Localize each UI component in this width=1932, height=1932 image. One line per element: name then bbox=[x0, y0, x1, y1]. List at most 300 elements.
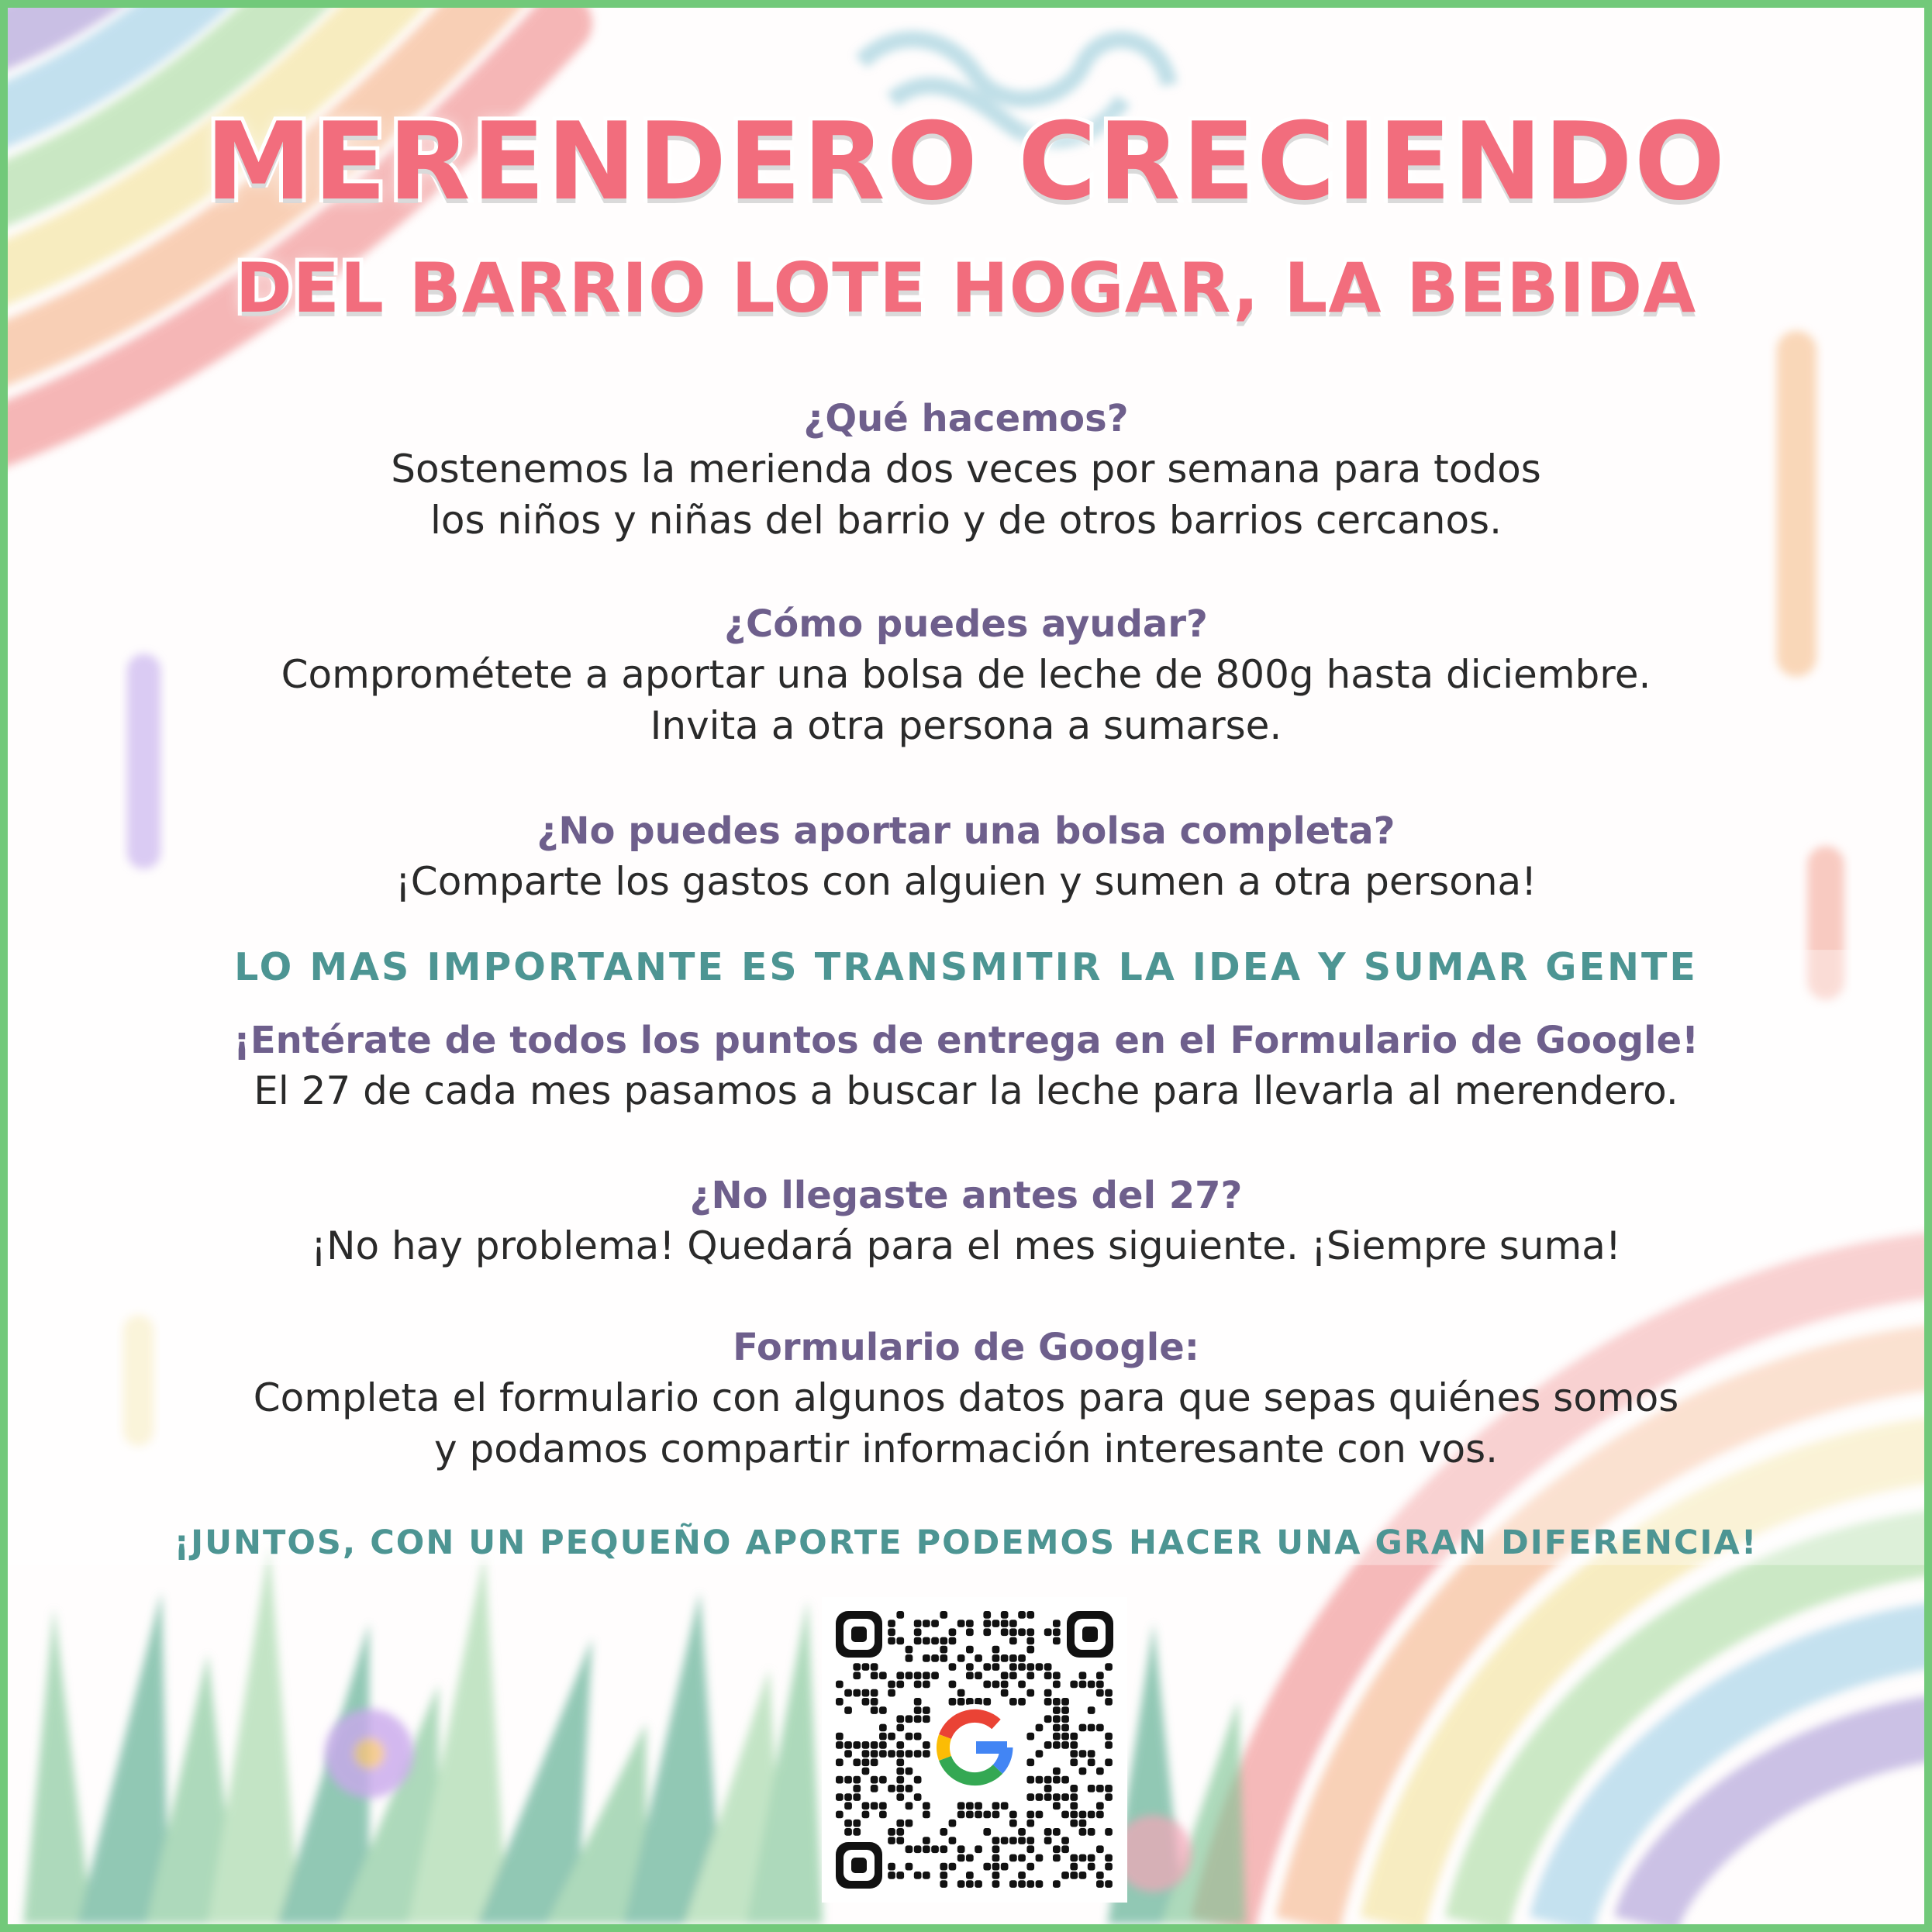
qr-module bbox=[896, 1724, 904, 1732]
qr-module bbox=[1036, 1854, 1044, 1862]
qr-module bbox=[896, 1793, 904, 1801]
qr-module bbox=[896, 1837, 904, 1844]
qr-module bbox=[1053, 1724, 1061, 1732]
qr-module bbox=[1053, 1802, 1061, 1810]
section-question: ¿Cómo puedes ayudar? bbox=[724, 602, 1208, 646]
section-question: ¿No puedes aportar una bolsa completa? bbox=[536, 809, 1396, 853]
qr-module bbox=[1079, 1672, 1087, 1679]
qr-module bbox=[1061, 1811, 1069, 1819]
qr-module bbox=[862, 1758, 870, 1766]
qr-module bbox=[1044, 1785, 1052, 1792]
qr-module bbox=[896, 1768, 904, 1775]
qr-finder-top-right bbox=[1067, 1611, 1113, 1658]
qr-module bbox=[853, 1758, 861, 1766]
qr-module bbox=[1053, 1628, 1061, 1636]
qr-module bbox=[1053, 1768, 1061, 1775]
qr-module bbox=[966, 1802, 974, 1810]
qr-module bbox=[923, 1681, 930, 1689]
qr-module bbox=[1061, 1845, 1069, 1853]
qr-module bbox=[871, 1750, 878, 1758]
qr-module bbox=[975, 1845, 982, 1853]
qr-module bbox=[1001, 1672, 1009, 1679]
qr-module bbox=[896, 1872, 904, 1879]
qr-module bbox=[1070, 1733, 1078, 1741]
qr-module bbox=[949, 1663, 957, 1671]
qr-module bbox=[983, 1863, 991, 1871]
qr-module bbox=[871, 1802, 878, 1810]
qr-module bbox=[1088, 1863, 1095, 1871]
qr-module bbox=[1053, 1741, 1061, 1749]
qr-module bbox=[896, 1758, 904, 1766]
qr-module bbox=[862, 1750, 870, 1758]
qr-module bbox=[1061, 1741, 1069, 1749]
qr-module bbox=[1001, 1611, 1009, 1619]
qr-module bbox=[844, 1793, 852, 1801]
qr-module bbox=[844, 1828, 852, 1836]
qr-module bbox=[1001, 1620, 1009, 1627]
qr-module bbox=[914, 1715, 922, 1723]
qr-module bbox=[853, 1672, 861, 1679]
qr-module bbox=[888, 1872, 895, 1879]
qr-module bbox=[1026, 1672, 1034, 1679]
qr-module bbox=[914, 1872, 922, 1879]
qr-module bbox=[862, 1802, 870, 1810]
qr-module bbox=[1026, 1689, 1034, 1697]
flower-purple bbox=[325, 1709, 414, 1798]
qr-module bbox=[844, 1820, 852, 1827]
qr-module bbox=[1096, 1681, 1104, 1689]
qr-module bbox=[906, 1715, 913, 1723]
qr-module bbox=[1044, 1663, 1052, 1671]
qr-module bbox=[1088, 1724, 1095, 1732]
qr-module bbox=[1026, 1733, 1034, 1741]
qr-module bbox=[906, 1845, 913, 1853]
qr-module bbox=[940, 1872, 947, 1879]
qr-module bbox=[1096, 1880, 1104, 1888]
qr-module bbox=[1070, 1741, 1078, 1749]
qr-module bbox=[1088, 1681, 1095, 1689]
qr-module bbox=[1044, 1741, 1052, 1749]
qr-module bbox=[983, 1620, 991, 1627]
qr-module bbox=[1079, 1724, 1087, 1732]
closing-banner: ¡JUNTOS, CON UN PEQUEÑO APORTE PODEMOS HACER UNA GRAN DIFERENCIA! bbox=[174, 1523, 1758, 1562]
qr-module bbox=[949, 1863, 957, 1871]
qr-module bbox=[1009, 1854, 1017, 1862]
qr-module bbox=[975, 1654, 982, 1662]
qr-module bbox=[966, 1620, 974, 1627]
qr-module bbox=[992, 1872, 1000, 1879]
qr-module bbox=[1018, 1872, 1026, 1879]
section-share-costs bbox=[8, 806, 1924, 907]
qr-module bbox=[992, 1837, 1000, 1844]
qr-module bbox=[1070, 1758, 1078, 1766]
qr-module bbox=[853, 1663, 861, 1671]
qr-module bbox=[992, 1854, 1000, 1862]
qr-module bbox=[1070, 1785, 1078, 1792]
page-subtitle: DEL BARRIO LOTE HOGAR, LA BEBIDA bbox=[235, 248, 1697, 328]
qr-module bbox=[1036, 1750, 1044, 1758]
qr-module bbox=[1009, 1837, 1017, 1844]
page-title: MERENDERO CRECIENDO bbox=[205, 99, 1727, 224]
qr-module bbox=[879, 1724, 887, 1732]
qr-finder-bottom-left bbox=[836, 1842, 882, 1889]
qr-module bbox=[914, 1620, 922, 1627]
qr-module bbox=[1079, 1828, 1087, 1836]
qr-module bbox=[931, 1620, 939, 1627]
qr-module bbox=[871, 1758, 878, 1766]
qr-module bbox=[1018, 1698, 1026, 1706]
qr-module bbox=[923, 1637, 930, 1645]
qr-module bbox=[836, 1681, 844, 1689]
qr-module bbox=[975, 1802, 982, 1810]
qr-module bbox=[1009, 1880, 1017, 1888]
qr-module bbox=[888, 1785, 895, 1792]
qr-module bbox=[931, 1654, 939, 1662]
qr-module bbox=[983, 1681, 991, 1689]
qr-module bbox=[1018, 1837, 1026, 1844]
qr-module bbox=[1053, 1793, 1061, 1801]
qr-module bbox=[888, 1863, 895, 1871]
qr-module bbox=[966, 1854, 974, 1862]
qr-module bbox=[1096, 1724, 1104, 1732]
qr-module bbox=[1036, 1880, 1044, 1888]
qr-module bbox=[896, 1776, 904, 1784]
qr-module bbox=[871, 1663, 878, 1671]
qr-module bbox=[923, 1837, 930, 1844]
section-how-to-help bbox=[8, 599, 1924, 751]
qr-module bbox=[896, 1741, 904, 1749]
qr-module bbox=[853, 1785, 861, 1792]
section-late bbox=[8, 1171, 1924, 1271]
qr-module bbox=[896, 1681, 904, 1689]
qr-module bbox=[923, 1802, 930, 1810]
qr-module bbox=[1105, 1880, 1113, 1888]
qr-module bbox=[914, 1750, 922, 1758]
qr-module bbox=[888, 1628, 895, 1636]
qr-module bbox=[1044, 1698, 1052, 1706]
qr-module bbox=[871, 1706, 878, 1714]
qr-module bbox=[1001, 1837, 1009, 1844]
qr-module bbox=[957, 1689, 965, 1697]
qr-module bbox=[957, 1698, 965, 1706]
qr-module bbox=[1061, 1872, 1069, 1879]
qr-module bbox=[1053, 1637, 1061, 1645]
qr-module bbox=[836, 1776, 844, 1784]
qr-module bbox=[992, 1802, 1000, 1810]
qr-module bbox=[983, 1828, 991, 1836]
qr-module bbox=[1044, 1837, 1052, 1844]
qr-module bbox=[1096, 1802, 1104, 1810]
section-text: ¡No hay problema! Quedará para el mes siguiente. ¡Siempre suma! bbox=[311, 1223, 1621, 1268]
qr-module bbox=[1079, 1872, 1087, 1879]
qr-module bbox=[992, 1654, 1000, 1662]
qr-module bbox=[844, 1741, 852, 1749]
qr-code-image[interactable] bbox=[822, 1597, 1127, 1903]
highlight-banner: LO MAS IMPORTANTE ES TRANSMITIR LA IDEA Y SUMAR GENTE bbox=[234, 945, 1698, 989]
qr-module bbox=[992, 1863, 1000, 1871]
qr-module bbox=[1026, 1628, 1034, 1636]
qr-module bbox=[940, 1637, 947, 1645]
qr-module bbox=[871, 1698, 878, 1706]
qr-module bbox=[836, 1793, 844, 1801]
qr-module bbox=[957, 1845, 965, 1853]
qr-module bbox=[1026, 1776, 1034, 1784]
qr-module bbox=[879, 1741, 887, 1749]
qr-module bbox=[871, 1785, 878, 1792]
qr-module bbox=[957, 1880, 965, 1888]
qr-module bbox=[1053, 1715, 1061, 1723]
qr-module bbox=[1001, 1628, 1009, 1636]
qr-module bbox=[1053, 1776, 1061, 1784]
qr-module bbox=[1001, 1654, 1009, 1662]
qr-module bbox=[836, 1811, 844, 1819]
qr-module bbox=[871, 1689, 878, 1697]
qr-module bbox=[923, 1741, 930, 1749]
qr-module bbox=[888, 1681, 895, 1689]
qr-module bbox=[1018, 1628, 1026, 1636]
qr-module bbox=[1070, 1811, 1078, 1819]
qr-module bbox=[1088, 1750, 1095, 1758]
qr-module bbox=[1105, 1689, 1113, 1697]
qr-module bbox=[931, 1637, 939, 1645]
qr-module bbox=[1001, 1863, 1009, 1871]
qr-module bbox=[1009, 1637, 1017, 1645]
qr-module bbox=[844, 1689, 852, 1697]
qr-module bbox=[940, 1828, 947, 1836]
qr-module bbox=[983, 1663, 991, 1671]
qr-module bbox=[1018, 1828, 1026, 1836]
qr-module bbox=[871, 1776, 878, 1784]
qr-module bbox=[1044, 1715, 1052, 1723]
qr-module bbox=[1088, 1854, 1095, 1862]
qr-module bbox=[853, 1793, 861, 1801]
section-question: ¿Qué hacemos? bbox=[803, 397, 1129, 440]
qr-finder-top-left bbox=[836, 1611, 882, 1658]
qr-module bbox=[896, 1828, 904, 1836]
qr-module bbox=[836, 1758, 844, 1766]
qr-module bbox=[879, 1706, 887, 1714]
qr-module bbox=[914, 1706, 922, 1714]
qr-module bbox=[896, 1750, 904, 1758]
qr-module bbox=[1061, 1776, 1069, 1784]
qr-module bbox=[879, 1811, 887, 1819]
qr-module bbox=[1096, 1872, 1104, 1879]
qr-module bbox=[844, 1706, 852, 1714]
qr-module bbox=[983, 1628, 991, 1636]
qr-module bbox=[879, 1672, 887, 1679]
qr-module bbox=[879, 1802, 887, 1810]
qr-module bbox=[1105, 1733, 1113, 1741]
section-text: Completa el formulario con algunos datos para que sepas quiénes somos bbox=[253, 1375, 1679, 1420]
qr-module bbox=[1009, 1663, 1017, 1671]
google-g-icon bbox=[931, 1704, 1018, 1791]
qr-module bbox=[836, 1741, 844, 1749]
qr-module bbox=[1088, 1706, 1095, 1714]
qr-module bbox=[1026, 1611, 1034, 1619]
qr-module bbox=[914, 1637, 922, 1645]
qr-module bbox=[1088, 1828, 1095, 1836]
qr-module bbox=[1026, 1811, 1034, 1819]
qr-module bbox=[1053, 1845, 1061, 1853]
qr-module bbox=[879, 1776, 887, 1784]
qr-module bbox=[862, 1698, 870, 1706]
qr-module bbox=[1053, 1854, 1061, 1862]
qr-module bbox=[1070, 1863, 1078, 1871]
section-google-form bbox=[8, 1323, 1924, 1475]
qr-module bbox=[896, 1820, 904, 1827]
qr-module bbox=[853, 1741, 861, 1749]
qr-module bbox=[1061, 1733, 1069, 1741]
qr-module bbox=[896, 1715, 904, 1723]
qr-module bbox=[1105, 1854, 1113, 1862]
qr-module bbox=[871, 1741, 878, 1749]
qr-module bbox=[1001, 1689, 1009, 1697]
qr-module bbox=[949, 1637, 957, 1645]
qr-module bbox=[1026, 1880, 1034, 1888]
qr-module bbox=[975, 1672, 982, 1679]
qr-module bbox=[906, 1646, 913, 1654]
qr-module bbox=[949, 1681, 957, 1689]
qr-module bbox=[992, 1811, 1000, 1819]
section-text: El 27 de cada mes pasamos a buscar la leche para llevarla al merendero. bbox=[254, 1068, 1678, 1113]
qr-module bbox=[1088, 1811, 1095, 1819]
qr-module bbox=[1053, 1698, 1061, 1706]
qr-module bbox=[992, 1646, 1000, 1654]
qr-module bbox=[1053, 1828, 1061, 1836]
qr-module bbox=[992, 1681, 1000, 1689]
qr-module bbox=[906, 1802, 913, 1810]
qr-module bbox=[983, 1811, 991, 1819]
qr-module bbox=[1105, 1793, 1113, 1801]
qr-module bbox=[1053, 1880, 1061, 1888]
qr-module bbox=[1053, 1706, 1061, 1714]
qr-module bbox=[844, 1802, 852, 1810]
qr-module bbox=[940, 1611, 947, 1619]
qr-module bbox=[940, 1863, 947, 1871]
section-text: Comprométete a aportar una bolsa de leche de 800g hasta diciembre. bbox=[281, 652, 1651, 697]
qr-module bbox=[940, 1646, 947, 1654]
qr-module bbox=[957, 1620, 965, 1627]
qr-module bbox=[862, 1663, 870, 1671]
qr-module bbox=[1018, 1854, 1026, 1862]
qr-module bbox=[1018, 1880, 1026, 1888]
qr-module bbox=[1018, 1654, 1026, 1662]
qr-module bbox=[1105, 1698, 1113, 1706]
qr-module bbox=[853, 1689, 861, 1697]
qr-module bbox=[1105, 1758, 1113, 1766]
qr-module bbox=[1026, 1820, 1034, 1827]
qr-module bbox=[853, 1820, 861, 1827]
qr-module bbox=[906, 1733, 913, 1741]
qr-module bbox=[923, 1620, 930, 1627]
qr-module bbox=[1096, 1785, 1104, 1792]
section-text: Invita a otra persona a sumarse. bbox=[650, 703, 1282, 748]
qr-module bbox=[931, 1845, 939, 1853]
qr-module bbox=[888, 1689, 895, 1697]
qr-module bbox=[1053, 1672, 1061, 1679]
qr-module bbox=[1053, 1733, 1061, 1741]
qr-module bbox=[1105, 1741, 1113, 1749]
qr-module bbox=[975, 1811, 982, 1819]
qr-module bbox=[1105, 1828, 1113, 1836]
qr-module bbox=[1088, 1785, 1095, 1792]
qr-module bbox=[914, 1628, 922, 1636]
qr-module bbox=[1079, 1854, 1087, 1862]
qr-module bbox=[949, 1837, 957, 1844]
qr-module bbox=[992, 1845, 1000, 1853]
qr-module bbox=[1061, 1706, 1069, 1714]
qr-module bbox=[966, 1811, 974, 1819]
qr-module bbox=[906, 1768, 913, 1775]
qr-module bbox=[906, 1863, 913, 1871]
qr-code[interactable] bbox=[822, 1597, 1127, 1903]
qr-module bbox=[1009, 1820, 1017, 1827]
qr-module bbox=[1105, 1863, 1113, 1871]
qr-module bbox=[966, 1672, 974, 1679]
qr-module bbox=[949, 1628, 957, 1636]
section-text: los niños y niñas del barrio y de otros barrios cercanos. bbox=[430, 498, 1502, 543]
qr-module bbox=[1026, 1863, 1034, 1871]
qr-module bbox=[966, 1646, 974, 1654]
qr-module bbox=[1036, 1776, 1044, 1784]
qr-module bbox=[992, 1663, 1000, 1671]
qr-module bbox=[862, 1811, 870, 1819]
qr-module bbox=[949, 1698, 957, 1706]
qr-module bbox=[1044, 1828, 1052, 1836]
section-question: ¡Entérate de todos los puntos de entrega en el Formulario de Google! bbox=[233, 1019, 1699, 1062]
qr-module bbox=[888, 1637, 895, 1645]
qr-module bbox=[1079, 1811, 1087, 1819]
qr-module bbox=[1070, 1802, 1078, 1810]
qr-module bbox=[1079, 1768, 1087, 1775]
qr-module bbox=[896, 1785, 904, 1792]
qr-module bbox=[923, 1872, 930, 1879]
qr-module bbox=[914, 1793, 922, 1801]
qr-module bbox=[966, 1628, 974, 1636]
qr-module bbox=[896, 1637, 904, 1645]
qr-module bbox=[975, 1880, 982, 1888]
qr-module bbox=[940, 1845, 947, 1853]
qr-module bbox=[906, 1750, 913, 1758]
qr-module bbox=[1036, 1811, 1044, 1819]
qr-module bbox=[888, 1750, 895, 1758]
qr-module bbox=[931, 1672, 939, 1679]
qr-module bbox=[992, 1880, 1000, 1888]
qr-module bbox=[957, 1654, 965, 1662]
qr-module bbox=[940, 1654, 947, 1662]
qr-module bbox=[1096, 1672, 1104, 1679]
qr-module bbox=[1009, 1628, 1017, 1636]
qr-module bbox=[879, 1750, 887, 1758]
qr-module bbox=[1096, 1689, 1104, 1697]
qr-module bbox=[1061, 1793, 1069, 1801]
qr-module bbox=[966, 1872, 974, 1879]
qr-module bbox=[1026, 1663, 1034, 1671]
qr-module bbox=[1053, 1620, 1061, 1627]
qr-module bbox=[957, 1802, 965, 1810]
qr-module bbox=[940, 1880, 947, 1888]
qr-module bbox=[906, 1654, 913, 1662]
qr-module bbox=[1096, 1811, 1104, 1819]
qr-module bbox=[914, 1845, 922, 1853]
section-text: y podamos compartir información interesante con vos. bbox=[433, 1427, 1499, 1471]
qr-module bbox=[1026, 1793, 1034, 1801]
qr-module bbox=[1070, 1854, 1078, 1862]
qr-module bbox=[914, 1698, 922, 1706]
qr-module bbox=[871, 1672, 878, 1679]
qr-module bbox=[862, 1741, 870, 1749]
qr-module bbox=[957, 1811, 965, 1819]
